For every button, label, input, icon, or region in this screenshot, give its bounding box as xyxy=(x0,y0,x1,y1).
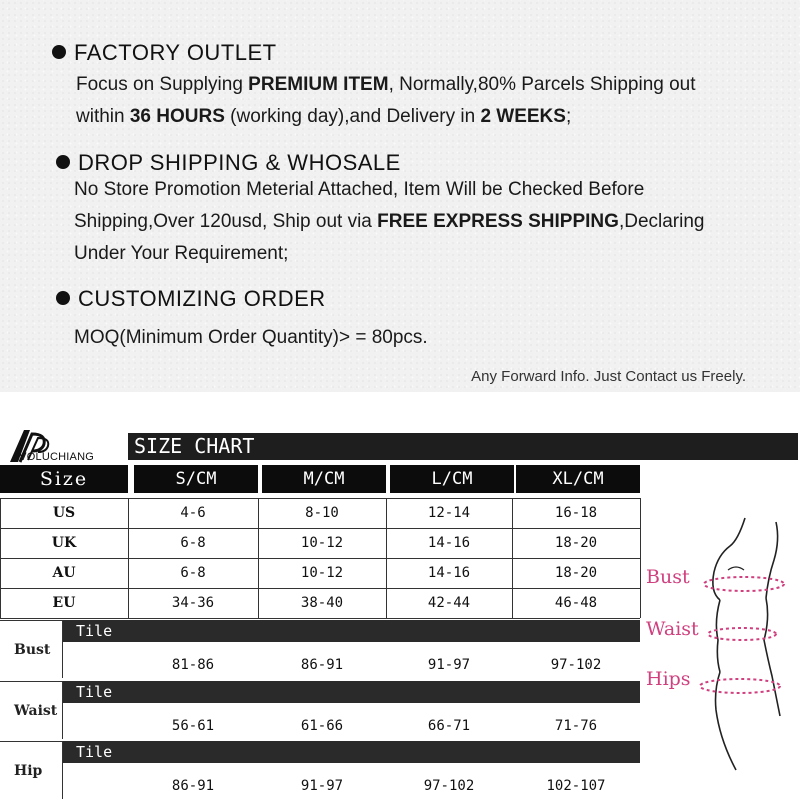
size-row-label: UK xyxy=(51,535,77,551)
size-cell: 12-14 xyxy=(427,505,471,521)
measure-cell: 61-66 xyxy=(300,718,344,734)
size-cell: 10-12 xyxy=(300,535,344,551)
grid-line xyxy=(62,620,63,678)
contact-note: Any Forward Info. Just Contact us Freely. xyxy=(471,368,746,385)
measure-cell: 66-71 xyxy=(427,718,471,734)
measure-cell: 81-86 xyxy=(171,657,215,673)
body-figure xyxy=(640,500,800,800)
size-cell: 46-48 xyxy=(554,595,598,611)
measure-cell: 91-97 xyxy=(300,778,344,794)
info-panel xyxy=(0,0,800,392)
size-cell: 38-40 xyxy=(300,595,344,611)
tile-bar: Tile xyxy=(62,741,640,763)
size-cell: 16-18 xyxy=(554,505,598,521)
size-cell: 18-20 xyxy=(554,565,598,581)
header-l: L/CM xyxy=(390,465,514,493)
section-title: CUSTOMIZING ORDER xyxy=(56,286,326,312)
header-m: M/CM xyxy=(262,465,386,493)
section-line: Focus on Supplying PREMIUM ITEM, Normally,80% Parcels Shipping out xyxy=(76,74,696,95)
measure-cell: 86-91 xyxy=(300,657,344,673)
section-line: No Store Promotion Meterial Attached, Item Will be Checked Before xyxy=(74,179,645,200)
grid-line xyxy=(62,741,63,799)
measure-cell: 97-102 xyxy=(550,657,602,673)
measure-label: Waist xyxy=(14,703,58,719)
header-size: Size xyxy=(0,465,128,493)
size-cell: 42-44 xyxy=(427,595,471,611)
header-xl: XL/CM xyxy=(516,465,640,493)
size-cell: 14-16 xyxy=(427,565,471,581)
size-cell: 4-6 xyxy=(180,505,206,521)
size-cell: 6-8 xyxy=(180,565,206,581)
bullet-icon xyxy=(56,291,70,305)
grid-line xyxy=(62,681,63,739)
tile-bar: Tile xyxy=(62,620,640,642)
size-row-label: AU xyxy=(52,565,76,581)
section-line: within 36 HOURS (working day),and Delivery in 2 WEEKS; xyxy=(76,106,572,127)
body-silhouette-icon xyxy=(640,500,800,800)
header-s: S/CM xyxy=(134,465,258,493)
measure-cell: 71-76 xyxy=(554,718,598,734)
size-row-label: EU xyxy=(52,595,76,611)
brand-name: IVOLUCHIANG xyxy=(16,451,94,463)
measure-cell: 97-102 xyxy=(423,778,475,794)
tile-bar: Tile xyxy=(62,681,640,703)
figure-label-waist: Waist xyxy=(646,618,699,640)
measure-cell: 56-61 xyxy=(171,718,215,734)
bullet-icon xyxy=(52,45,66,59)
section-line: Under Your Requirement; xyxy=(74,243,289,264)
section-title: FACTORY OUTLET xyxy=(52,40,277,66)
size-row-label: US xyxy=(52,505,76,521)
bullet-icon xyxy=(56,155,70,169)
measure-label: Bust xyxy=(14,642,51,658)
measure-label: Hip xyxy=(14,763,43,779)
size-cell: 18-20 xyxy=(554,535,598,551)
size-cell: 6-8 xyxy=(180,535,206,551)
measure-cell: 102-107 xyxy=(546,778,606,794)
size-cell: 10-12 xyxy=(300,565,344,581)
figure-label-bust: Bust xyxy=(646,566,690,588)
section-title: DROP SHIPPING & WHOSALE xyxy=(56,150,401,176)
measure-cell: 91-97 xyxy=(427,657,471,673)
size-chart-banner: SIZE CHART xyxy=(128,433,798,460)
section-line: MOQ(Minimum Order Quantity)> = 80pcs. xyxy=(74,327,428,348)
size-cell: 14-16 xyxy=(427,535,471,551)
measure-cell: 86-91 xyxy=(171,778,215,794)
size-cell: 8-10 xyxy=(305,505,339,521)
section-line: Shipping,Over 120usd, Ship out via FREE EXPRESS SHIPPING,Declaring xyxy=(74,211,705,232)
size-cell: 34-36 xyxy=(171,595,215,611)
grid-line xyxy=(0,618,640,619)
figure-label-hips: Hips xyxy=(646,668,691,690)
